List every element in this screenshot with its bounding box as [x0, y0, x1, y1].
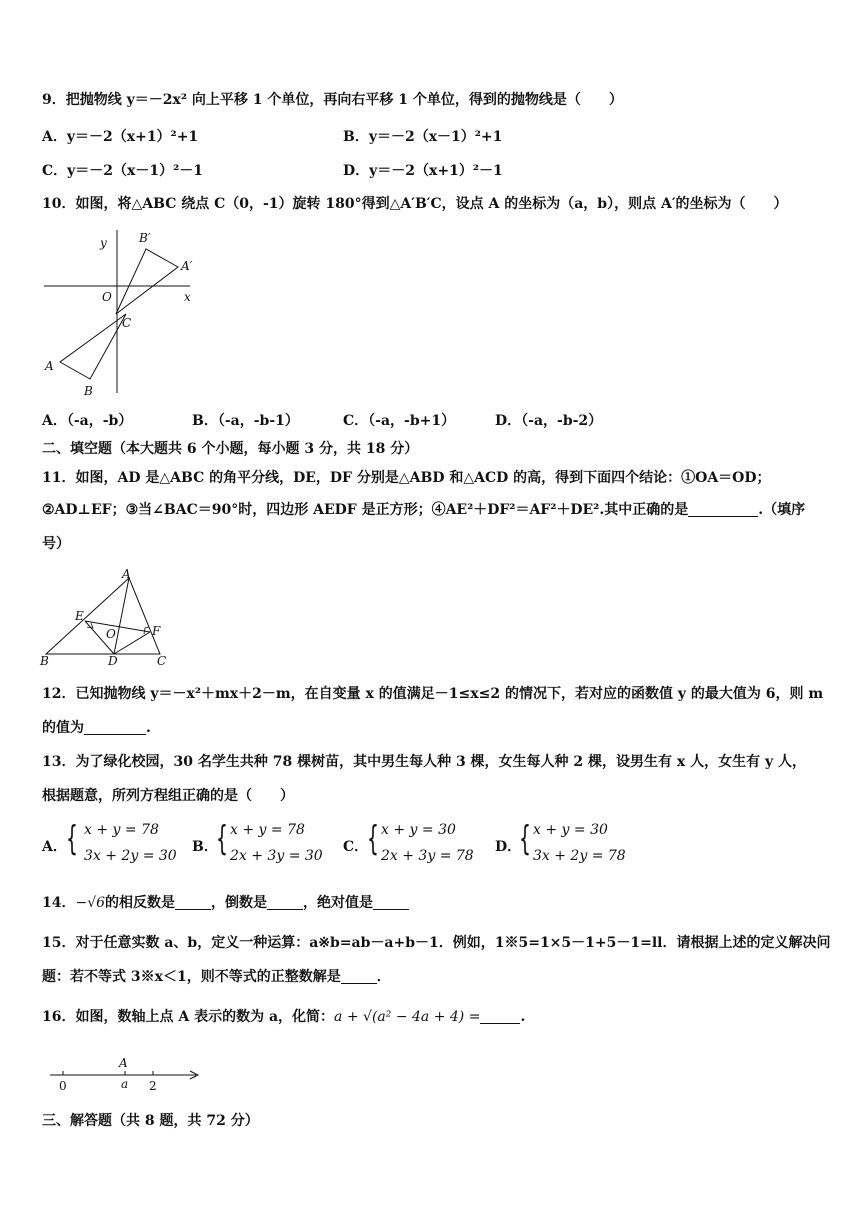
q13-option-d-eq2: 3x + 2y = 78	[533, 848, 626, 864]
q9-option-d: D．y＝－2（x+1）²－1	[343, 163, 503, 179]
q16-line	[42, 1007, 525, 1027]
q11-answer-blank[interactable]	[688, 502, 758, 517]
q14-part2: ，倒数是	[211, 895, 268, 911]
label-x: x	[184, 290, 191, 304]
q13-option-b-eq1: x + y = 78	[230, 822, 305, 838]
q16-end: .	[520, 1009, 526, 1025]
q12-answer-blank[interactable]	[84, 720, 146, 735]
q12-line2-end: .	[146, 720, 151, 736]
label-c: C	[157, 654, 167, 668]
q13-option-c-eq2: 2x + 3y = 78	[381, 848, 474, 864]
q15-line2-text: 题：若不等式 3※x＜1，则不等式的正整数解是	[42, 969, 341, 985]
triangle-abc	[60, 314, 126, 379]
label-a: A	[45, 359, 54, 373]
label-b: B	[84, 384, 93, 398]
section-2-title: 二、填空题（本大题共 6 个小题，每小题 3 分，共 18 分）	[42, 441, 419, 457]
label-d: D	[108, 654, 118, 668]
label-o: O	[102, 290, 112, 304]
q9-stem: 9．把抛物线 y＝－2x² 向上平移 1 个单位，再向右平移 1 个单位，得到的抛物线是（ ）	[42, 92, 623, 108]
q16-number-line	[46, 1054, 216, 1094]
q15-line1: 15．对于任意实数 a、b，定义一种运算：a※b=ab－a+b－1．例如，1※5=1×5－1+5－1=ll．请根据上述的定义解决问	[42, 935, 831, 951]
q16-stem: 16．如图，数轴上点 A 表示的数为 a，化简：	[42, 1009, 335, 1025]
q14-expression: −√6	[75, 895, 106, 911]
label-b-prime: B′	[139, 231, 151, 245]
label-e: E	[75, 609, 84, 623]
q11-figure	[40, 568, 180, 668]
q13-line1: 13．为了绿化校园，30 名学生共种 78 棵树苗，其中男生每人种 3 棵，女生每人种 2 棵，设男生有 x 人，女生有 y 人，	[42, 754, 807, 770]
q11-line2-end: .（填序	[758, 502, 806, 518]
q13-option-d-eq1: x + y = 30	[533, 822, 608, 838]
q14-blank-reciprocal[interactable]	[267, 895, 303, 910]
q13-line2: 根据题意，所列方程组正确的是（ ）	[42, 788, 294, 804]
q14-part3: ，绝对值是	[303, 895, 374, 911]
q15-answer-blank[interactable]	[341, 969, 377, 984]
q13-option-b-eq2: 2x + 3y = 30	[230, 848, 323, 864]
segment-ef	[85, 621, 150, 632]
q12-line2	[42, 718, 151, 738]
label-two: 2	[149, 1079, 157, 1093]
q9-option-b: B．y＝－2（x－1）²+1	[343, 129, 503, 145]
q14-prefix: 14．	[42, 895, 76, 911]
q13-option-c-brace: {	[367, 819, 379, 859]
q11-line2-text: ②AD⊥EF；③当∠BAC＝90°时，四边形 AEDF 是正方形；④AE²＋DF²＝AF²＋DE².其中正确的是	[42, 502, 689, 518]
q13-option-a-label: A．	[42, 839, 67, 855]
label-o: O	[106, 627, 116, 641]
q14-blank-opposite[interactable]	[175, 895, 211, 910]
q12-line1: 12．已知抛物线 y＝－x²＋mx＋2－m，在自变量 x 的值满足－1≤x≤2 的情况下，若对应的函数值 y 的最大值为 6，则 m	[42, 686, 824, 702]
q10-figure	[40, 225, 210, 405]
q13-option-a-eq1: x + y = 78	[84, 822, 159, 838]
q13-option-b-brace: {	[216, 819, 228, 859]
q9-option-a: A．y＝－2（x+1）²+1	[42, 129, 199, 145]
label-a-value: a	[121, 1077, 129, 1091]
triangle-abc	[46, 578, 160, 654]
label-y: y	[100, 236, 107, 250]
q10-option-b: B．（-a，-b-1）	[192, 413, 299, 429]
q14-blank-absolute[interactable]	[373, 895, 409, 910]
q16-answer-blank[interactable]	[480, 1009, 520, 1024]
q13-option-c-eq1: x + y = 30	[381, 822, 456, 838]
q15-line2	[42, 967, 391, 987]
label-a: A	[122, 567, 131, 581]
q13-option-c-label: C．	[343, 839, 369, 855]
q11-line2	[42, 500, 805, 520]
q11-line1: 11．如图，AD 是△ABC 的角平分线，DE，DF 分别是△ABD 和△ACD 的高，得到下面四个结论：①OA＝OD；	[42, 470, 771, 486]
q9-option-c: C．y＝－2（x－1）²－1	[42, 163, 203, 179]
q15-line2-end: ．	[376, 969, 391, 985]
label-b: B	[40, 654, 49, 668]
q10-option-d: D．（-a，-b-2）	[495, 413, 603, 429]
q13-option-a-eq2: 3x + 2y = 30	[84, 848, 177, 864]
q14-line	[42, 893, 409, 913]
q13-option-d-label: D．	[495, 839, 522, 855]
q13-option-b-label: B．	[192, 839, 218, 855]
label-zero: 0	[59, 1079, 67, 1093]
q11-line3: 号）	[42, 536, 70, 552]
segment-df	[114, 632, 150, 654]
label-c: C	[122, 316, 132, 330]
q10-option-a: A．（-a，-b）	[42, 413, 133, 429]
q14-part1: 的相反数是	[105, 895, 176, 911]
label-a-point: A	[119, 1056, 128, 1070]
label-a-prime: A′	[181, 259, 193, 273]
q10-stem: 10．如图，将△ABC 绕点 C（0，-1）旋转 180°得到△A′B′C，设点 A 的坐标为（a，b），则点 A′的坐标为（ ）	[42, 196, 788, 212]
q12-line2-text: 的值为	[42, 720, 84, 736]
label-f: F	[152, 624, 161, 638]
q13-option-a-brace: {	[66, 819, 78, 859]
q13-option-d-brace: {	[519, 819, 531, 859]
q16-expression: a + √(a² − 4a + 4) =	[334, 1009, 481, 1025]
q10-option-c: C．（-a，-b+1）	[343, 413, 456, 429]
triangle-a1b1c	[116, 249, 178, 314]
section-3-title: 三、解答题（共 8 题，共 72 分）	[42, 1113, 259, 1129]
